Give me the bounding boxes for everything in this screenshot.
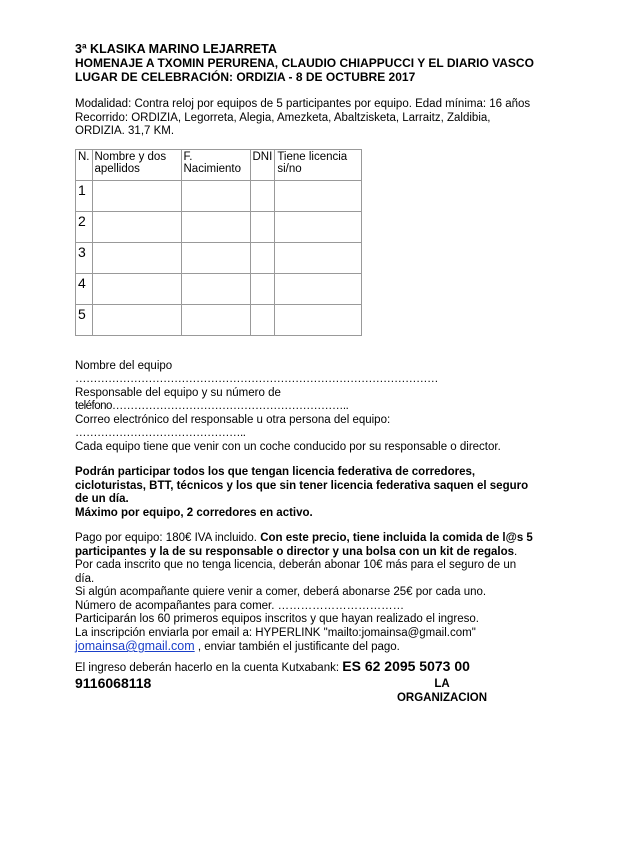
first-60-note: Participarán los 60 primeros equipos inscritos y que hayan realizado el ingreso. (75, 613, 479, 625)
signature-line-2: ORGANIZACION (396, 692, 488, 704)
companion-fee: Si algún acompañante quiere venir a comer, deberá abonarse 25€ por cada uno. (75, 586, 487, 598)
row-number: 1 (76, 180, 93, 211)
email-label: Correo electrónico del responsable u otra persona del equipo: (75, 413, 391, 426)
email-after-text: , enviar también el justificante del pago. (194, 641, 400, 653)
companion-count-field[interactable]: Número de acompañantes para comer. …………………………… (75, 599, 405, 612)
row-number: 2 (76, 211, 93, 242)
license-cell[interactable] (275, 211, 362, 242)
rules-line-2: cicloturistas, BTT, técnicos y los que sin tener licencia federativa saquen el seguro (75, 479, 529, 492)
iban-part-1: ES 62 2095 5073 00 (342, 657, 470, 674)
header-cell-dni: DNI (250, 149, 275, 180)
team-form-block (75, 360, 535, 455)
license-fee-line-1: Por cada inscrito que no tenga licencia, deberán abonar 10€ más para el seguro de un (75, 559, 517, 571)
car-requirement: Cada equipo tiene que venir con un coche conducido por su responsable o director. (75, 440, 501, 453)
birthdate-cell[interactable] (181, 273, 250, 304)
registration-table (75, 149, 362, 336)
birthdate-cell[interactable] (181, 242, 250, 273)
table-row (76, 242, 362, 273)
dni-cell[interactable] (250, 273, 275, 304)
license-cell[interactable] (275, 242, 362, 273)
email-link[interactable]: jomainsa@gmail.com (75, 639, 195, 653)
payment-line-1 (75, 532, 535, 546)
header-cell-name: Nombre y dos apellidos (92, 149, 181, 180)
license-cell[interactable] (275, 304, 362, 335)
route-line-1: Recorrido: ORDIZIA, Legorreta, Alegia, Amezketa, Abaltzisketa, Larraitz, Zaldibia, (75, 111, 491, 124)
email-field[interactable]: ……………………………………….. (75, 427, 246, 439)
row-number: 4 (76, 273, 93, 304)
responsible-label: Responsable del equipo y su número de (75, 386, 281, 399)
signature-line-1: LA (434, 678, 450, 690)
name-cell[interactable] (92, 273, 181, 304)
responsible-phone-field[interactable]: teléfono……………………………………………………….. (75, 400, 349, 412)
payment-includes: Con este precio, tiene incluida la comida de l@s 5 (260, 532, 533, 544)
table-header-row (76, 149, 362, 180)
email-instructions: La inscripción enviarla por email a: HYPERLINK "mailto:jomainsa@gmail.com" (75, 626, 476, 639)
event-subtitle: HOMENAJE A TXOMIN PERURENA, CLAUDIO CHIAPPUCCI Y EL DIARIO VASCO (75, 56, 534, 70)
bank-line (75, 658, 535, 676)
bank-prefix: El ingreso deberán hacerlo en la cuenta Kutxabank: (75, 661, 343, 674)
header-cell-birthdate: F. Nacimiento (181, 149, 250, 180)
name-cell[interactable] (92, 242, 181, 273)
signature-block (392, 677, 492, 705)
license-cell[interactable] (275, 273, 362, 304)
row-number: 3 (76, 242, 93, 273)
document-page (75, 42, 535, 691)
name-cell[interactable] (92, 180, 181, 211)
team-name-field[interactable]: ……………………………………………………………………………………… (75, 373, 438, 385)
license-cell[interactable] (275, 180, 362, 211)
row-number: 5 (76, 304, 93, 335)
header-cell-license: Tiene licencia si/no (275, 149, 362, 180)
header-cell-number: N. (76, 149, 93, 180)
event-title: 3ª KLASIKA MARINO LEJARRETA (75, 42, 277, 56)
payment-block (75, 532, 535, 691)
iban-part-2: 9116068118 (75, 675, 152, 691)
dni-cell[interactable] (250, 242, 275, 273)
email-link-line (75, 640, 535, 655)
name-cell[interactable] (92, 211, 181, 242)
dni-cell[interactable] (250, 304, 275, 335)
table-row (76, 211, 362, 242)
rules-line-4: Máximo por equipo, 2 corredores en activo. (75, 506, 313, 519)
payment-includes-cont: participantes y la de su responsable o director y una bolsa con un kit de regalos (75, 545, 515, 558)
table-row (76, 273, 362, 304)
event-location-date: LUGAR DE CELEBRACIÓN: ORDIZIA - 8 DE OCTUBRE 2017 (75, 70, 416, 84)
dni-cell[interactable] (250, 211, 275, 242)
rules-line-1: Podrán participar todos los que tengan licencia federativa de corredores, (75, 466, 476, 478)
route-line-2: ORDIZIA. 31,7 KM. (75, 125, 175, 137)
table-row (76, 304, 362, 335)
birthdate-cell[interactable] (181, 180, 250, 211)
dni-cell[interactable] (250, 180, 275, 211)
payment-period: . (514, 545, 518, 558)
table-row (76, 180, 362, 211)
birthdate-cell[interactable] (181, 211, 250, 242)
modality-line: Modalidad: Contra reloj por equipos de 5 participantes por equipo. Edad mínima: 16 años (75, 98, 531, 110)
birthdate-cell[interactable] (181, 304, 250, 335)
payment-line-2 (75, 546, 535, 560)
rules-line-3: de un día. (75, 493, 129, 505)
team-name-label: Nombre del equipo (75, 359, 173, 372)
rules-block (75, 466, 535, 520)
license-fee-line-2: día. (75, 572, 95, 585)
payment-price: Pago por equipo: 180€ IVA incluido. (75, 532, 261, 544)
name-cell[interactable] (92, 304, 181, 335)
intro-block (75, 98, 535, 139)
